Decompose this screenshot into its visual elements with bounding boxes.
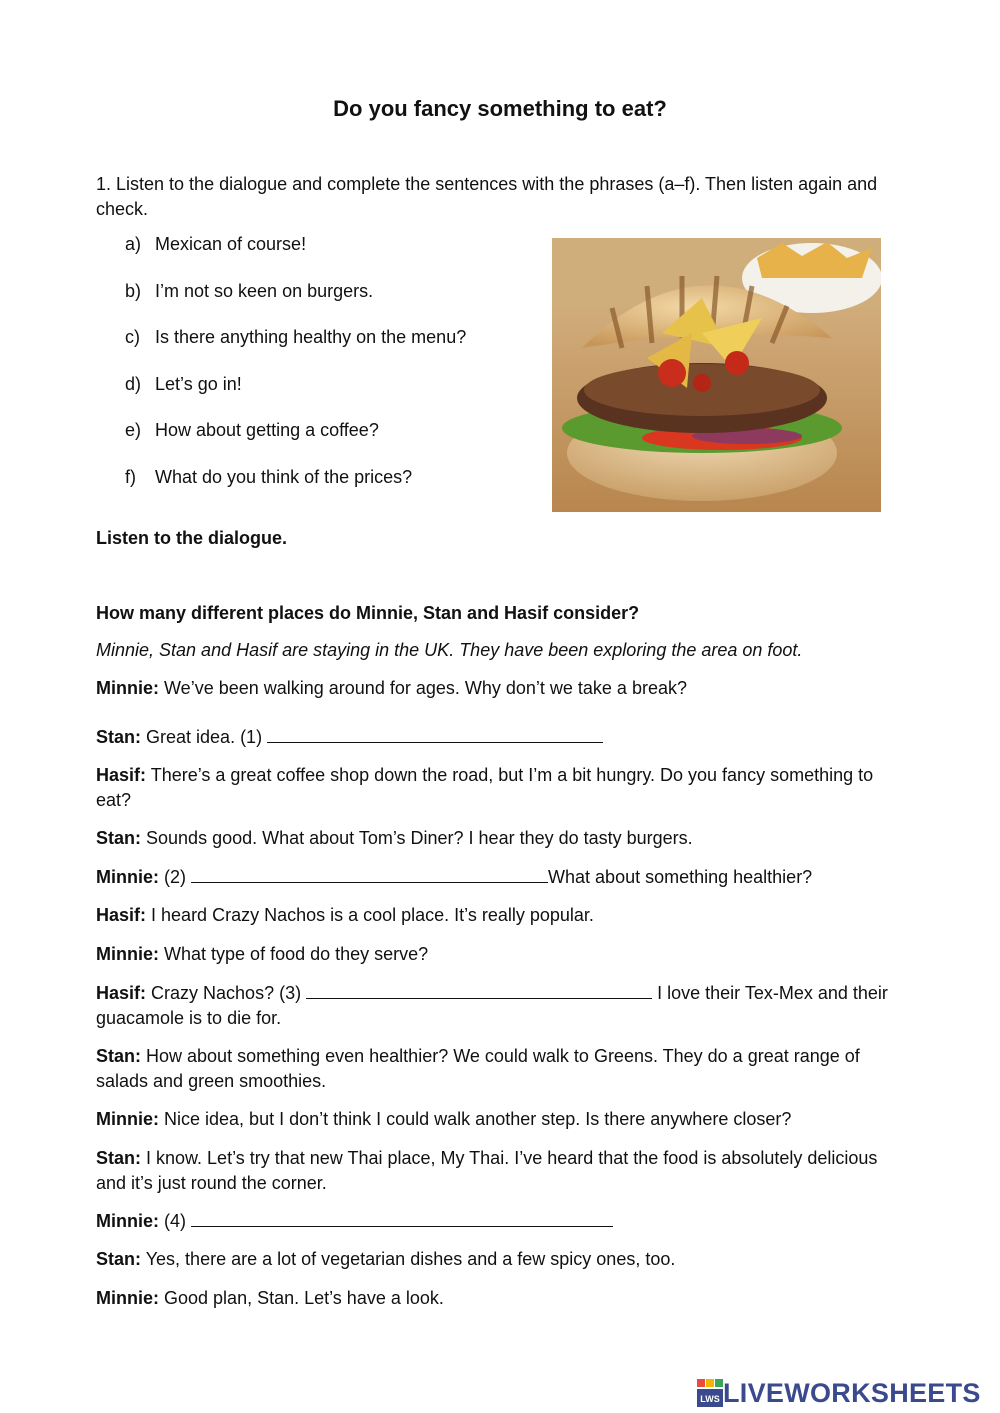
line-text: We’ve been walking around for ages. Why don’t we take a break? [164,678,687,698]
context-text: Minnie, Stan and Hasif are staying in the UK. They have been exploring the area on foot. [96,640,803,660]
dialogue-line [96,1107,906,1132]
speaker: Stan: [96,1046,141,1066]
dialogue-line [96,1247,906,1272]
liveworksheets-logo [697,1376,981,1410]
item-letter: d) [125,373,142,394]
dialogue-line [96,763,906,813]
line-text: I love their Tex-Mex and their guacamole is to die for. [96,983,888,1028]
line-text: Great idea. (1) [146,727,263,747]
dialogue-line [96,676,906,701]
item-letter: a) [125,234,142,254]
line-text: (2) [164,867,187,887]
line-text: What about something healthier? [548,867,813,887]
dialogue-line [96,942,906,967]
logo-text: LIVEWORKSHEETS [723,1377,981,1408]
answer-blank-2[interactable] [191,865,548,883]
item-text: How about getting a coffee? [155,420,379,440]
item-letter: b) [125,280,142,301]
speaker: Hasif: [96,765,147,785]
speaker: Hasif: [96,983,147,1003]
list-item [125,281,545,328]
speaker: Minnie: [96,1288,159,1308]
burger-photo [552,238,881,512]
line-text: There’s a great coffee shop down the road, but I’m a bit hungry. Do you fancy something to eat? [96,765,874,810]
item-text: Is there anything healthy on the menu? [155,327,467,347]
speaker: Minnie: [96,678,159,698]
line-text: How about something even healthier? We could walk to Greens. They do a great range of salads and green smoothies. [96,1046,860,1091]
speaker: Minnie: [96,1211,159,1231]
line-text: (4) [164,1211,187,1231]
dialogue-line [96,1209,906,1234]
speaker: Stan: [96,1148,141,1168]
list-item [125,374,545,421]
dialogue-line [96,725,906,750]
phrase-list [125,234,545,513]
page-title: Do you fancy something to eat? [333,96,667,121]
dialogue-line [96,903,906,928]
line-text: Sounds good. What about Tom’s Diner? I hear they do tasty burgers. [146,828,693,848]
line-text: Nice idea, but I don’t think I could walk another step. Is there anywhere closer? [164,1109,792,1129]
item-text: Let’s go in! [155,373,242,394]
line-text: Crazy Nachos? (3) [151,983,302,1003]
dialogue-line [96,1044,906,1094]
dialogue-line [96,826,906,851]
item-text: Mexican of course! [155,234,307,254]
speaker: Minnie: [96,1109,159,1129]
speaker: Stan: [96,1249,141,1269]
line-text: Yes, there are a lot of vegetarian dishes and a few spicy ones, too. [145,1249,676,1269]
item-letter: e) [125,420,142,440]
answer-blank-1[interactable] [267,725,603,743]
answer-blank-4[interactable] [191,1209,613,1227]
list-item [125,420,545,467]
dialogue-line [96,1286,906,1311]
item-text: I’m not so keen on burgers. [155,280,374,301]
answer-blank-3[interactable] [306,981,652,999]
speaker: Minnie: [96,867,159,887]
speaker: Stan: [96,727,141,747]
exercise-instruction: 1. Listen to the dialogue and complete the sentences with the phrases (a–f). Then listen again and check. [96,174,878,219]
list-item [125,327,545,374]
speaker: Stan: [96,828,141,848]
line-text: What type of food do they serve? [164,944,429,964]
speaker: Hasif: [96,905,147,925]
dialogue-line [96,865,906,890]
speaker: Minnie: [96,944,159,964]
lws-logo-icon [697,1379,723,1407]
line-text: Good plan, Stan. Let’s have a look. [164,1288,444,1308]
logo-badge: LWS [700,1394,720,1404]
item-text: What do you think of the prices? [155,466,413,487]
line-text: I heard Crazy Nachos is a cool place. It’s really popular. [151,905,594,925]
dialogue-line [96,1146,906,1196]
question-heading: How many different places do Minnie, Stan and Hasif consider? [96,603,640,623]
line-text: I know. Let’s try that new Thai place, My Thai. I’ve heard that the food is absolutely delicious and it’s just round the corner. [96,1148,878,1193]
list-item [125,234,545,281]
listen-heading: Listen to the dialogue. [96,528,288,548]
dialogue-line [96,981,906,1031]
list-item [125,467,545,514]
item-letter: f) [125,466,136,487]
item-letter: c) [125,327,140,347]
